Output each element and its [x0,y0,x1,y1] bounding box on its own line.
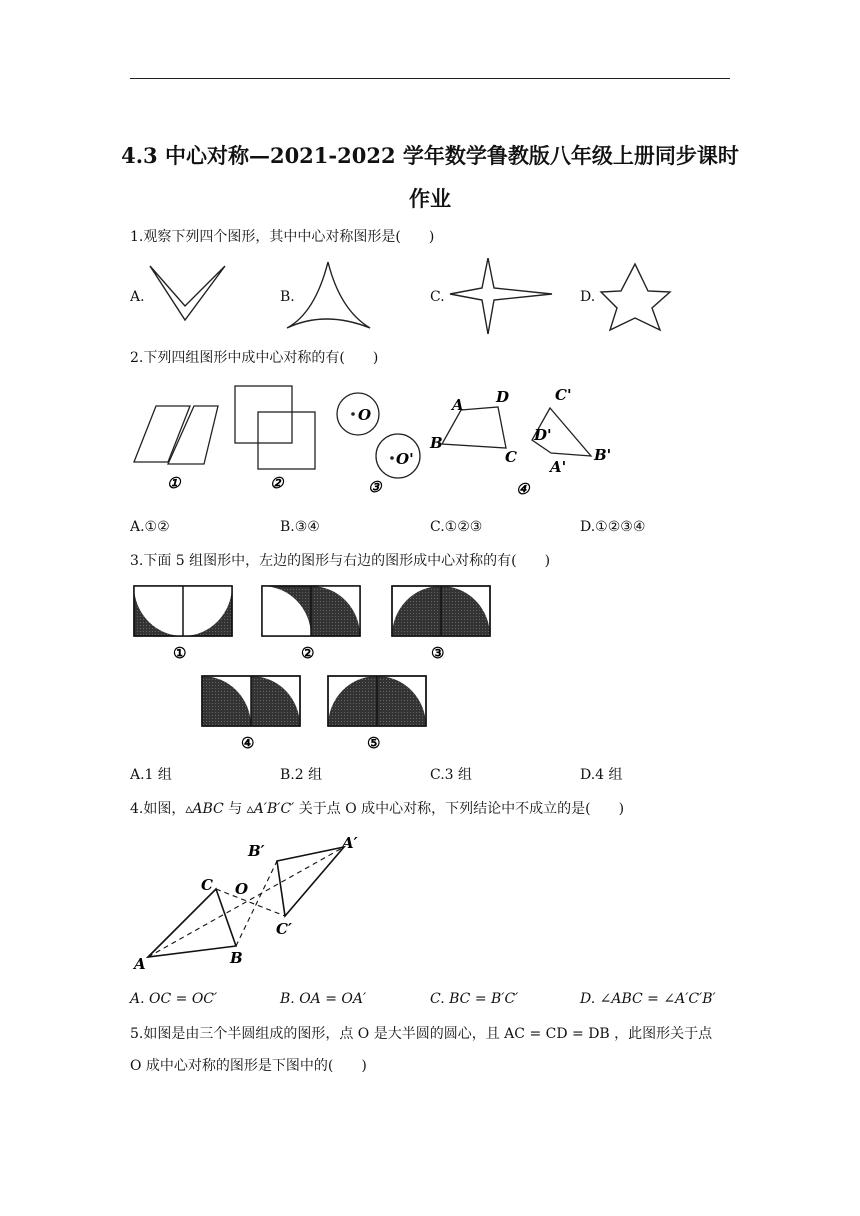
q2-option-b: B.③④ [280,519,320,535]
q4-stem-triangle-1: ▵ABC [185,801,224,817]
q2-figure-label-4: ④ [516,480,530,498]
q3-figure-5 [328,676,426,726]
q3-figure-label-3: ③ [431,644,445,662]
q4-stem-mid: 与 [223,801,247,817]
q3-figures [130,582,510,754]
q4-option-b: B. OA = OA′ [280,991,367,1007]
five-point-star-shape [601,264,670,330]
q5-stem-line1: 5.如图是由三个半圆组成的图形，点 O 是大半圆的圆心，且 AC = CD = DB ，此图形关于点 [130,1026,713,1042]
q1-option-c: C. [430,289,445,305]
q2-point-b: B [430,434,443,452]
q2-figure-label-3: ③ [368,478,382,496]
q2-point-c: C [505,448,517,466]
q4-point-c: C [201,876,213,894]
q2-figure-label-1: ① [167,474,181,492]
q1-option-b: B. [280,289,295,305]
q4-option-d: D. ∠ABC = ∠A′C′B′ [580,991,716,1007]
page-title-line2: 作业 [409,186,451,211]
q4-point-c2: C′ [276,920,292,938]
q3-option-c: C.3 组 [430,767,473,783]
q4-stem-post: 关于点 O 成中心对称，下列结论中不成立的是( ) [294,801,625,817]
q1-option-a: A. [130,289,145,305]
q2-point-a2: A' [550,458,567,476]
q4-option-a: A. OC = OC′ [130,991,218,1007]
q3-figure-3 [392,586,490,636]
q2-option-d: D.①②③④ [580,519,646,535]
page-title-line1: 4.3 中心对称—2021-2022 学年数学鲁教版八年级上册同步课时 [121,143,739,168]
q2-stem: 2.下列四组图形中成中心对称的有( ) [130,350,379,366]
q4-point-a: A [134,955,146,973]
q4-stem [130,799,624,819]
q4-point-a2: A′ [342,834,358,852]
q4-figure [130,830,390,980]
q2-option-a: A.①② [130,519,170,535]
q4-stem-pre: 4.如图， [130,801,186,817]
q4-stem-triangle-2: ▵A′B′C′ [246,801,295,817]
q2-point-o2: O' [396,450,414,468]
q3-figure-label-2: ② [301,644,315,662]
q3-option-b: B.2 组 [280,767,323,783]
q1-option-d: D. [580,289,596,305]
q3-figure-label-4: ④ [241,734,255,752]
q4-point-b: B [230,949,243,967]
q2-option-c: C.①②③ [430,519,483,535]
q2-figures [130,380,650,505]
four-point-star-shape [450,258,552,334]
header-rule [130,78,730,79]
q2-point-d2: D' [534,426,552,444]
q4-point-b2: B′ [248,842,265,860]
q2-point-b2: B' [594,446,612,464]
q4-point-o: O [235,880,249,898]
q2-point-d: D [496,388,510,406]
q2-point-c2: C' [555,386,572,404]
q3-figure-2 [262,586,360,636]
q3-figure-1 [134,586,232,636]
q3-figure-4 [202,676,300,726]
q3-figure-label-1: ① [173,644,187,662]
q3-stem: 3.下面 5 组图形中，左边的图形与右边的图形成中心对称的有( ) [130,553,551,569]
q3-option-d: D.4 组 [580,767,623,783]
curved-triangle-shape [287,262,370,328]
q3-option-a: A.1 组 [130,767,172,783]
q3-figure-label-5: ⑤ [367,734,381,752]
q1-figures [140,258,740,338]
q5-stem-line2: O 成中心对称的图形是下图中的( ) [130,1058,367,1074]
q2-point-o: O [358,406,372,424]
q1-stem: 1.观察下列四个图形，其中中心对称图形是( ) [130,229,435,245]
q2-figure-label-2: ② [270,474,284,492]
chevron-shape [150,266,225,320]
q4-option-c: C. BC = B′C′ [430,991,519,1007]
q2-point-a: A [452,396,464,414]
